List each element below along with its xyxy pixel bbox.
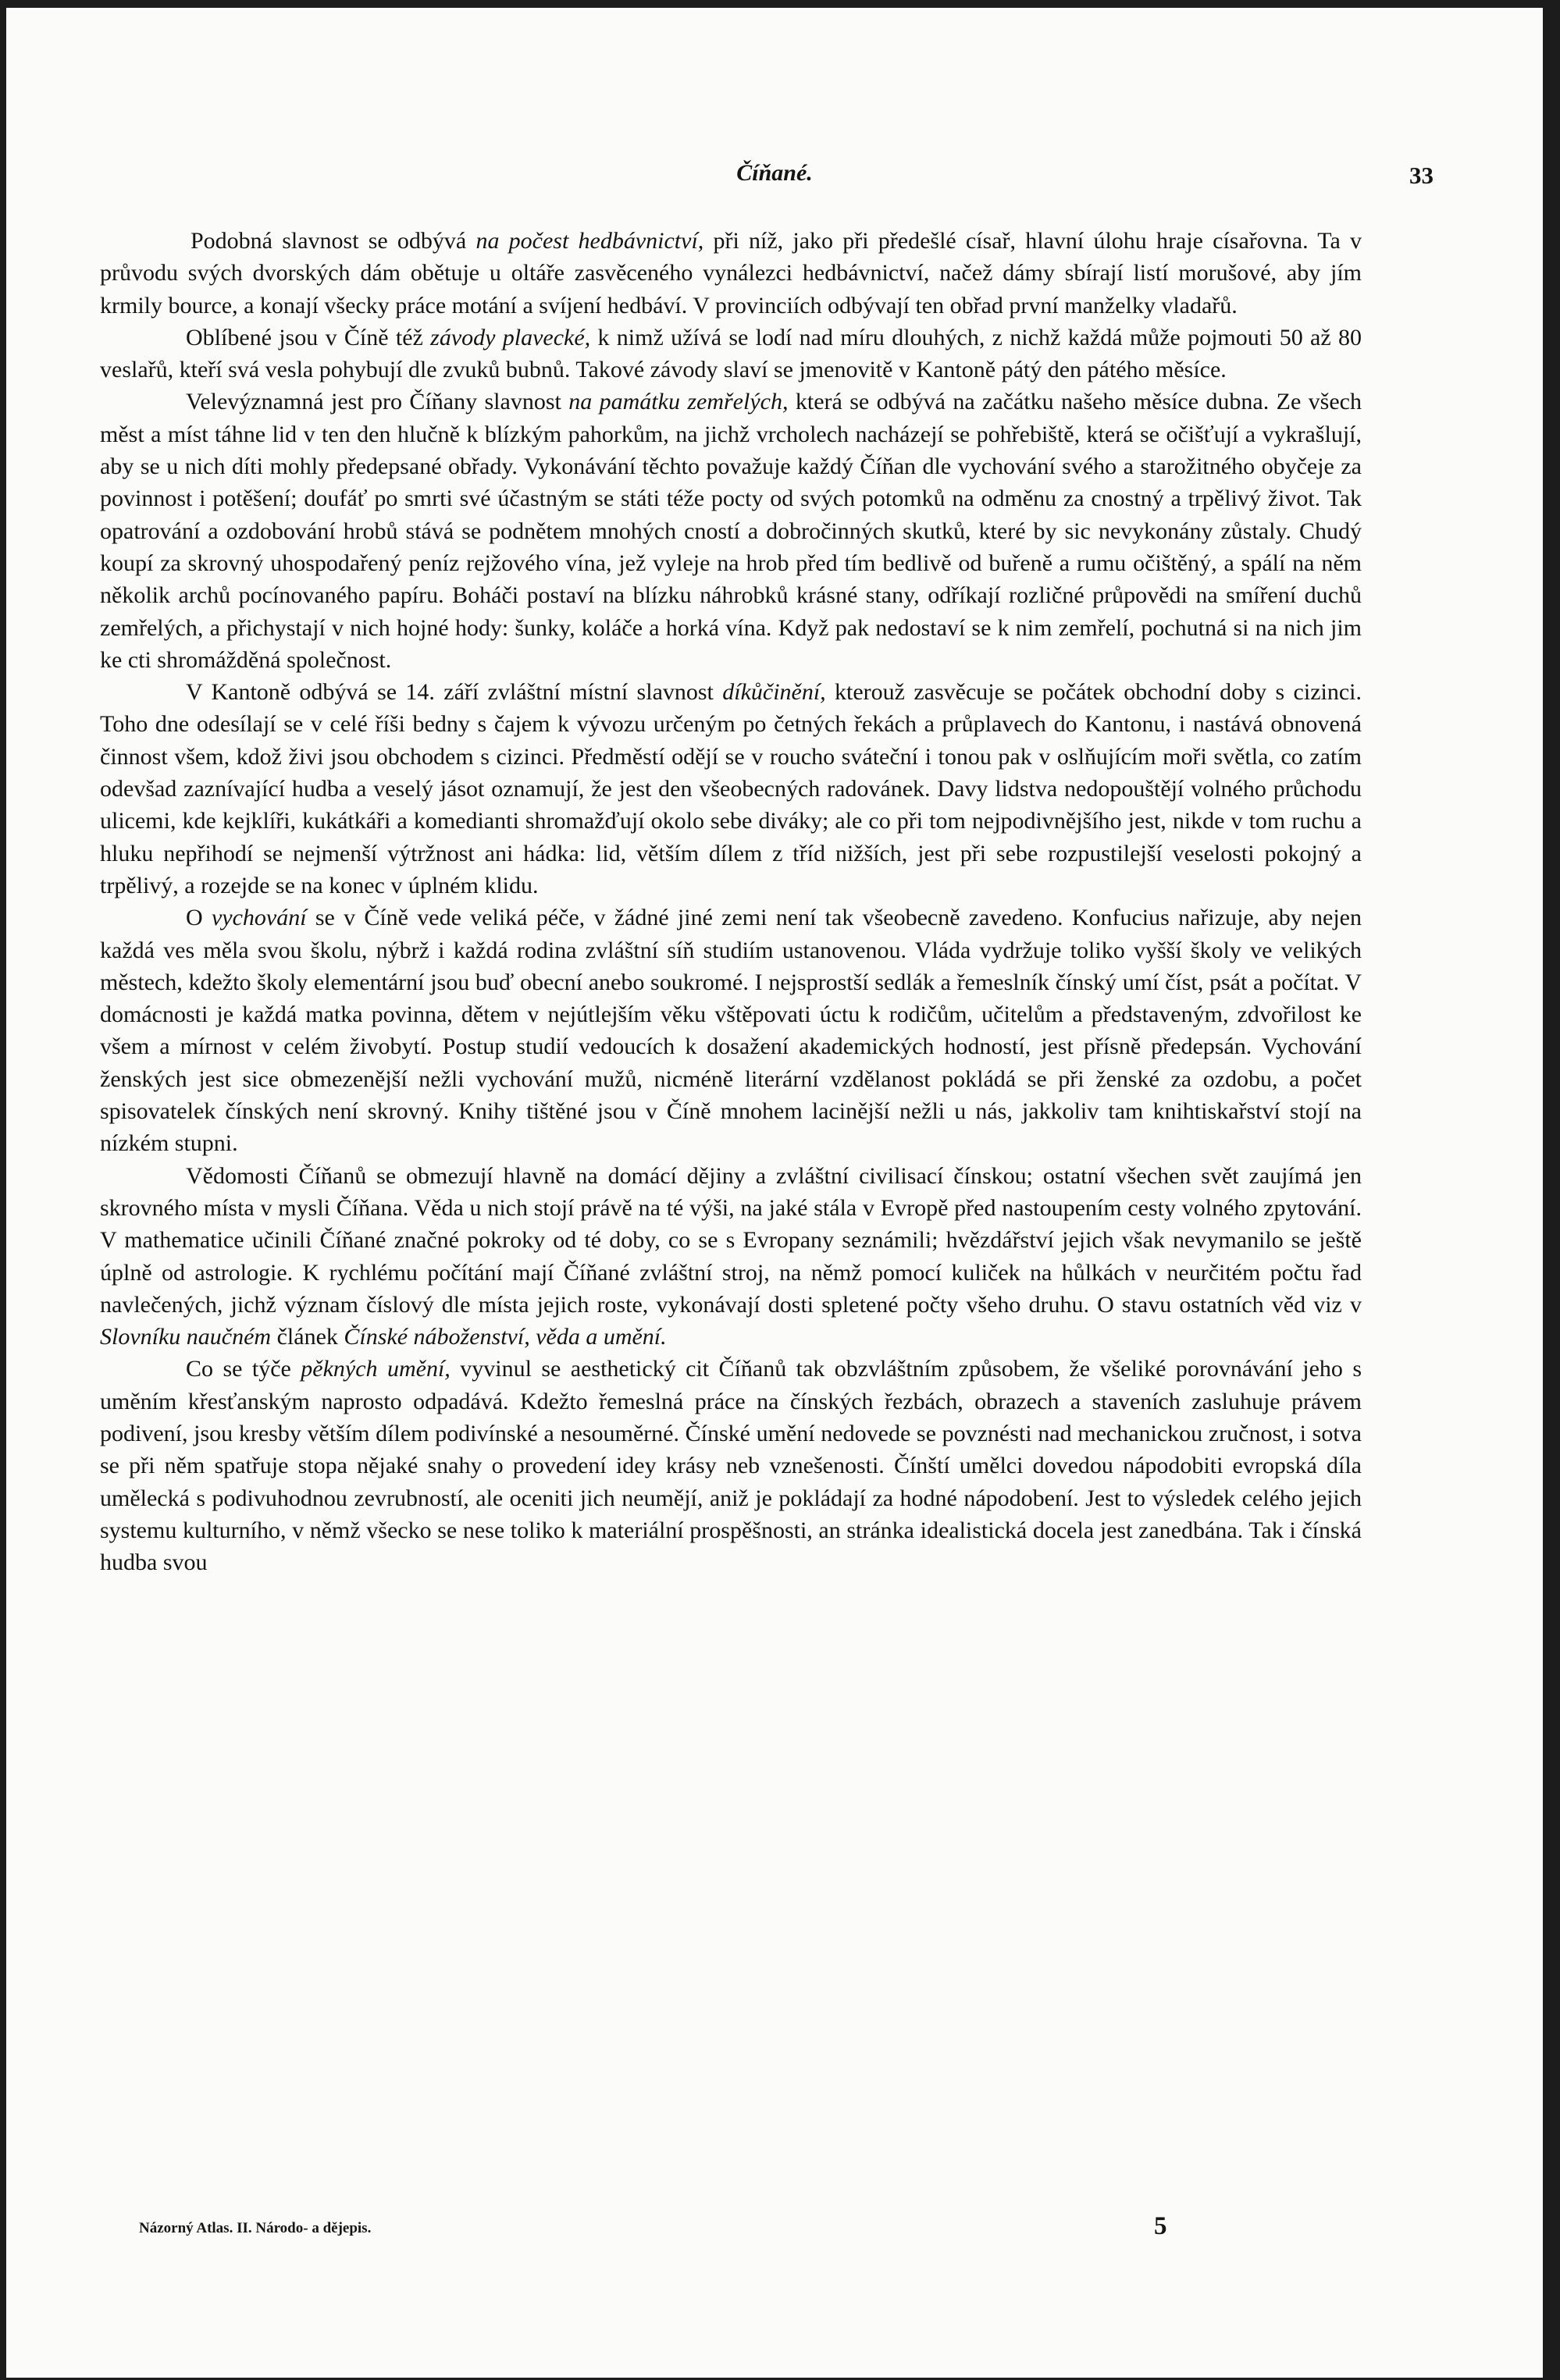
emphasis-memorial: na památku zemřelých, [568,389,789,415]
paragraph-thanksgiving: V Kantoně odbývá se 14. září zvláštní místní slavnost díkůčinění, kterouž zasvěcuje se počátek obchodní doby s cizinci. Toho dne odesílají se v celé říši bedny s čajem k vývozu určeným po četných řekách a průplavech do Kantonu, i nastává obnovená činnost všem, kdož živi jsou obchodem s cizinci. Předměstí odějí se v roucho sváteční i tonou pak v oslňujícím moři světla, co zatím odevšad zaznívající hudba a veselý jásot oznamují, že jest den všeobecných radovánek. Davy lidstva nedopouštějí volného průchodu ulicemi, kde kejklíři, kukátkáři a komedianti shromažďují okolo sebe diváky; ale co při tom nejpodivnějšího jest, nikde v tom ruchu a hluku nepřihodí se nejmenší výtržnost ani hádka: lid, větším dílem z tříd nižších, jest při sebe rozpustilejší veselosti pokojný a trpělivý, a rozejde se na konec v úplném klidu. [100,679,1362,898]
signature-mark: 5 [1154,2212,1167,2240]
emphasis-article: Čínské náboženství, věda a umění. [344,1324,667,1350]
book-page [6,8,1543,2378]
emphasis-education: vychování [211,905,307,931]
paragraph-fine-arts: Co se týče pěkných umění, vyvinul se aesthetický cit Číňanů tak obzvláštním způsobem, že všeliké porovnávání jeho s uměním křesťanským naprosto odpadává. Kdežto řemeslná práce na čínských řezbách, obrazech a staveních zasluhuje právem podivení, jsou kresby větším dílem podivínské a nesouměrné. Čínské umění nedovede se povznésti nad mechanickou zručnost, i sotva se při něm spatřuje stopa nějaké snahy o provedení idey krásy neb vznešenosti. Čínští umělci dovedou nápodobiti evropská díla umělecká s podivuhodnou zevrubností, ale oceniti jich neumějí, aniž je pokládají za hodné nápodobení. Jest to výsledek celého jejich systemu kulturního, v němž všecko se nese toliko k materiální prospěšnosti, an stránka idealistická docela jest zanedbána. Tak i čínská hudba svou [100,1356,1362,1576]
emphasis-thanksgiving: díkůčinění, [722,679,826,706]
emphasis-fine-arts: pěkných umění, [301,1356,451,1382]
body-text [100,225,1362,1578]
paragraph-education: O vychování se v Číně vede veliká péče, v žádné jiné zemi není tak všeobecně zavedeno. Konfucius nařizuje, aby nejen každá ves měla svou školu, nýbrž i každá rodina zvláštní síň studiím ustanovenou. Vláda vydržuje toliko vyšší školy ve velikých městech, kdežto školy elementární jsou buď obecní anebo soukromé. I nejsprostší sedlák a řemeslník čínský umí číst, psát a počítat. V domácnosti je každá matka povinna, dětem v nejútlejším věku vštěpovati úctu k rodičům, učitelům a představeným, zdvořilost ke všem a mírnost v celém živobytí. Postup studií vedoucích k dosažení akademických hodností, jest přísně předepsán. Vychování ženských jest sice obmezenější nežli vychování mužů, nicméně literární vzdělanost pokládá se při ženské za ozdobu, a počet spisovatelek čínských není skrovný. Knihy tištěné jsou v Číně mnohem lacinější nežli u nás, jakkoliv tam knihtiskařství stojí na nízkém stupni. [100,905,1362,1157]
paragraph-silk-festival: Podobná slavnost se odbývá na počest hedbávnictví, při níž, jako při předešlé císař, hlavní úlohu hraje císařovna. Ta v průvodu svých dvorských dám obětuje u oltáře zasvěceného vynálezci hedbávnictví, načež dámy sbírají listí morušové, aby jím krmily bource, a konají všecky práce motání a svíjení hedbáví. V provinciích odbývají ten obřad první manželky vladařů. [100,228,1362,318]
paragraph-sciences: Vědomosti Číňanů se obmezují hlavně na domácí dějiny a zvláštní civilisací čínskou; ostatní všechen svět zaujímá jen skrovného místa v mysli Číňana. Věda u nich stojí právě na té výši, na jaké stála v Evropě před nastoupením cesty volného zpytování. V mathematice učinili Číňané značné pokroky od té doby, co se s Evropany seznámili; hvězdářství jejich však nevymanilo se ještě úplně od astrologie. K rychlému počítání mají Číňané zvláštní stroj, na němž pomocí kuliček na hůlkách v neurčitém počtu řad navlečených, jichž význam číslový dle místa jejich roste, vykonávají dosti spletené počty všeho druhu. O stavu ostatních věd viz v Slovníku naučném článek Čínské náboženství, věda a umění. [100,1162,1362,1350]
emphasis-encyclopedia: Slovníku naučném [100,1324,272,1350]
page-header [6,160,1543,194]
paragraph-boat-races: Oblíbené jsou v Číně též závody plavecké, k nimž užívá se lodí nad míru dlouhých, z nichž každá může pojmouti 50 až 80 veslařů, kteří svá vesla pohybují dle zvuků bubnů. Takové závody slaví se jmenovitě v Kantoně pátý den pátého měsíce. [100,324,1362,383]
paragraph-memorial-festival: Velevýznamná jest pro Číňany slavnost na památku zemřelých, která se odbývá na začátku našeho měsíce dubna. Ze všech měst a míst táhne lid v ten den hlučně k blízkým pahorkům, na jichž vrcholech nacházejí se pohřebiště, která se očišťují a vykrašlují, aby se u nich díti mohly předepsané obřady. Vykonávání těchto považuje každý Číňan dle vychování svého a starožitného obyčeje za povinnost i potěšení; doufáť po smrti své účastným se státi téže pocty od svých potomků na odměnu za cnostný a trpělivý život. Tak opatrování a ozdobování hrobů stává se podnětem mnohých cností a dobročinných skutků, které by sic nevykonány zůstaly. Chudý koupí za skrovný uhospodařený peníz rejžového vína, jež vyleje na hrob před tím bedlivě od buřeně a rumu očištěný, a spálí na něm několik archů pocínovaného papíru. Boháči postaví na blízku náhrobků krásné stany, odříkají rozličné průpovědi na smíření duchů zemřelých, a přichystají v nich hojné hody: šunky, koláče a horká vína. Když pak nedostaví se k nim zemřelí, pochutná si na nich jim ke cti shromážděná společnost. [100,389,1362,673]
page-footer [6,2212,1543,2248]
running-title: Číňané. [736,160,813,186]
footer-source: Názorný Atlas. II. Národo- a dějepis. [139,2220,372,2236]
page-number: 33 [1409,162,1434,189]
emphasis-silk: na počest hedbávnictví, [475,228,704,254]
emphasis-boat-races: závody plavecké, [430,324,591,350]
